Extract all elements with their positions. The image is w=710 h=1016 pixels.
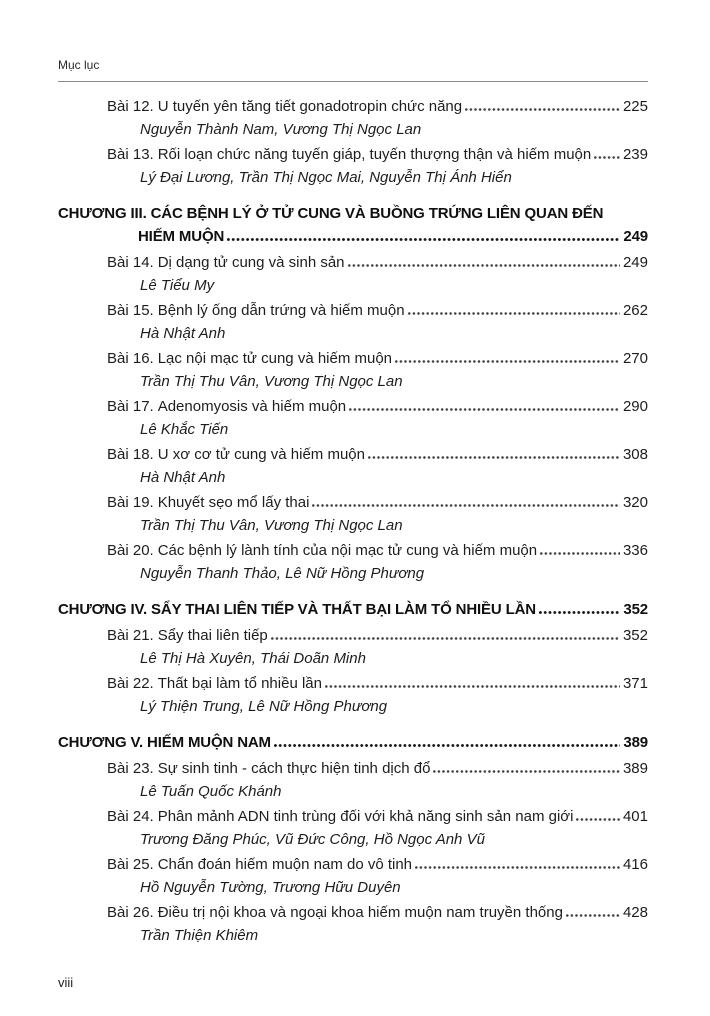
page-number-footer: viii: [58, 975, 74, 990]
entry-title-row: [107, 299, 648, 322]
chapter-title: CHƯƠNG III. CÁC BỆNH LÝ Ở TỬ CUNG VÀ BUỒNG TRỨNG LIÊN QUAN ĐẾN: [58, 205, 604, 222]
entry-title: Dị dạng tử cung và sinh sản: [157, 254, 345, 271]
chapter-heading: [58, 202, 648, 248]
entry-authors: Nguyễn Thành Nam, Vương Thị Ngọc Lan: [140, 121, 422, 138]
entry-text: [107, 347, 392, 370]
dot-leader: [408, 312, 620, 315]
entry-title: Khuyết sẹo mổ lấy thai: [157, 494, 310, 511]
running-head: Mục lục: [58, 58, 100, 72]
dot-leader: [271, 637, 620, 640]
chapter-line1: [58, 202, 648, 225]
entry-text: [107, 395, 346, 418]
entry-page-number: 336: [622, 542, 648, 559]
entry-label: Bài 26.: [107, 904, 154, 921]
toc-entry: [107, 624, 648, 670]
entry-title: Adenomyosis và hiếm muộn: [157, 398, 347, 415]
entry-title-row: [107, 901, 648, 924]
entry-authors: Lê Tiểu My: [140, 277, 215, 294]
toc-entry: [107, 443, 648, 489]
entry-text: [107, 853, 412, 876]
entry-page-number: 270: [622, 350, 648, 367]
chapter-line1: [58, 598, 648, 621]
chapter-heading: [58, 731, 648, 754]
dot-leader: [576, 818, 620, 821]
entry-authors: Lý Đại Lương, Trần Thị Ngọc Mai, Nguyễn Thị Ánh Hiển: [140, 169, 512, 186]
toc-entry: [107, 491, 648, 537]
entry-authors: Lê Thị Hà Xuyên, Thái Doãn Minh: [140, 650, 366, 667]
entry-label: Bài 18.: [107, 446, 154, 463]
entry-page-number: 249: [622, 254, 648, 271]
entry-label: Bài 17.: [107, 398, 154, 415]
entry-page-number: 428: [622, 904, 648, 921]
entry-authors: Hà Nhật Anh: [140, 325, 226, 342]
entry-title-row: [107, 805, 648, 828]
entry-title-row: [107, 624, 648, 647]
entry-label: Bài 20.: [107, 542, 154, 559]
entry-text: [107, 901, 563, 924]
chapter-line1: [58, 731, 648, 754]
dot-leader: [312, 504, 620, 507]
dot-leader: [433, 770, 620, 773]
toc-entry: [107, 805, 648, 851]
entry-text: [107, 95, 462, 118]
entry-authors: Hồ Nguyễn Tường, Trương Hữu Duyên: [140, 879, 401, 896]
dot-leader: [348, 264, 620, 267]
entry-title: Rối loạn chức năng tuyến giáp, tuyến thượng thận và hiếm muộn: [157, 146, 592, 163]
entry-authors: Lý Thiện Trung, Lê Nữ Hồng Phương: [140, 698, 388, 715]
entry-authors: Lê Khắc Tiến: [140, 421, 229, 438]
dot-leader: [274, 744, 621, 747]
entry-title: Bệnh lý ống dẫn trứng và hiếm muộn: [157, 302, 405, 319]
dot-leader: [465, 108, 620, 111]
entry-label: Bài 14.: [107, 254, 154, 271]
entry-page-number: 239: [622, 146, 648, 163]
entry-title-row: [107, 443, 648, 466]
entry-title-row: [107, 672, 648, 695]
entry-text: [107, 251, 345, 274]
entry-page-number: 371: [622, 675, 648, 692]
entry-page-number: 320: [622, 494, 648, 511]
entry-authors: Trương Đăng Phúc, Vũ Đức Công, Hồ Ngọc Anh Vũ: [140, 831, 485, 848]
entry-label: Bài 22.: [107, 675, 154, 692]
entry-label: Bài 19.: [107, 494, 154, 511]
entry-title: U tuyến yên tăng tiết gonadotropin chức năng: [157, 98, 463, 115]
entry-title-row: [107, 143, 648, 166]
chapter-title-line2: HIẾM MUỘN: [138, 228, 225, 245]
entry-page-number: 290: [622, 398, 648, 415]
entry-authors: Trần Thị Thu Vân, Vương Thị Ngọc Lan: [140, 373, 403, 390]
dot-leader: [227, 238, 620, 241]
entry-text: [107, 143, 591, 166]
entry-title: Chẩn đoán hiếm muộn nam do vô tinh: [157, 856, 413, 873]
entry-page-number: 352: [622, 627, 648, 644]
toc-entry: [107, 853, 648, 899]
entry-text: [107, 757, 430, 780]
entry-text: [107, 491, 309, 514]
chapter-line2: [138, 225, 648, 248]
entry-label: Bài 24.: [107, 808, 154, 825]
entry-title: U xơ cơ tử cung và hiếm muộn: [157, 446, 365, 463]
entry-label: Bài 15.: [107, 302, 154, 319]
dot-leader: [594, 156, 620, 159]
dot-leader: [368, 456, 620, 459]
dot-leader: [325, 685, 620, 688]
entry-title-row: [107, 251, 648, 274]
entry-authors: Trần Thị Thu Vân, Vương Thị Ngọc Lan: [140, 517, 403, 534]
dot-leader: [539, 611, 620, 614]
entry-page-number: 416: [622, 856, 648, 873]
chapter-heading: [58, 598, 648, 621]
entry-page-number: 262: [622, 302, 648, 319]
toc-entry: [107, 395, 648, 441]
dot-leader: [540, 552, 620, 555]
chapter-page-number: 389: [623, 734, 648, 751]
entry-title: Sự sinh tinh - cách thực hiện tinh dịch đổ: [157, 760, 431, 777]
entry-label: Bài 12.: [107, 98, 154, 115]
entry-title-row: [107, 95, 648, 118]
entry-text: [107, 299, 405, 322]
entry-label: Bài 21.: [107, 627, 154, 644]
entry-label: Bài 16.: [107, 350, 154, 367]
toc-entry: [107, 299, 648, 345]
dot-leader: [415, 866, 620, 869]
entry-title-row: [107, 853, 648, 876]
entry-authors: Hà Nhật Anh: [140, 469, 226, 486]
entry-text: [107, 539, 537, 562]
entry-title: Điều trị nội khoa và ngoại khoa hiếm muộn nam truyền thống: [157, 904, 563, 921]
toc-entry: [107, 143, 648, 189]
toc-entry: [107, 347, 648, 393]
entry-title: Thất bại làm tổ nhiều lần: [157, 675, 322, 692]
entry-title: Lạc nội mạc tử cung và hiếm muộn: [157, 350, 393, 367]
entry-page-number: 308: [622, 446, 648, 463]
entry-text: [107, 805, 573, 828]
dot-leader: [349, 408, 620, 411]
header-rule: [58, 81, 648, 82]
entry-title-row: [107, 395, 648, 418]
toc-list: [58, 95, 648, 947]
dot-leader: [566, 914, 620, 917]
toc-entry: [107, 95, 648, 141]
entry-title-row: [107, 491, 648, 514]
entry-title-row: [107, 347, 648, 370]
entry-title: Phân mảnh ADN tinh trùng đối với khả năng sinh sản nam giới: [157, 808, 574, 825]
entry-authors: Lê Tuấn Quốc Khánh: [140, 783, 282, 800]
entry-label: Bài 25.: [107, 856, 154, 873]
entry-title-row: [107, 539, 648, 562]
toc-entry: [107, 757, 648, 803]
chapter-page-number: 249: [623, 228, 648, 245]
chapter-title: CHƯƠNG V. HIẾM MUỘN NAM: [58, 734, 271, 751]
toc-entry: [107, 672, 648, 718]
entry-page-number: 389: [622, 760, 648, 777]
entry-text: [107, 624, 268, 647]
chapter-page-number: 352: [623, 601, 648, 618]
entry-text: [107, 443, 365, 466]
entry-page-number: 401: [622, 808, 648, 825]
entry-label: Bài 13.: [107, 146, 154, 163]
entry-page-number: 225: [622, 98, 648, 115]
toc-entry: [107, 539, 648, 585]
entry-title-row: [107, 757, 648, 780]
entry-authors: Trần Thiện Khiêm: [140, 927, 259, 944]
chapter-title: CHƯƠNG IV. SẨY THAI LIÊN TIẾP VÀ THẤT BẠI LÀM TỔ NHIỀU LẦN: [58, 601, 536, 618]
entry-title: Các bệnh lý lành tính của nội mạc tử cung và hiếm muộn: [157, 542, 538, 559]
entry-label: Bài 23.: [107, 760, 154, 777]
toc-entry: [107, 901, 648, 947]
toc-entry: [107, 251, 648, 297]
dot-leader: [395, 360, 620, 363]
entry-text: [107, 672, 322, 695]
entry-authors: Nguyễn Thanh Thảo, Lê Nữ Hồng Phương: [140, 565, 425, 582]
entry-title: Sẩy thai liên tiếp: [157, 627, 268, 644]
